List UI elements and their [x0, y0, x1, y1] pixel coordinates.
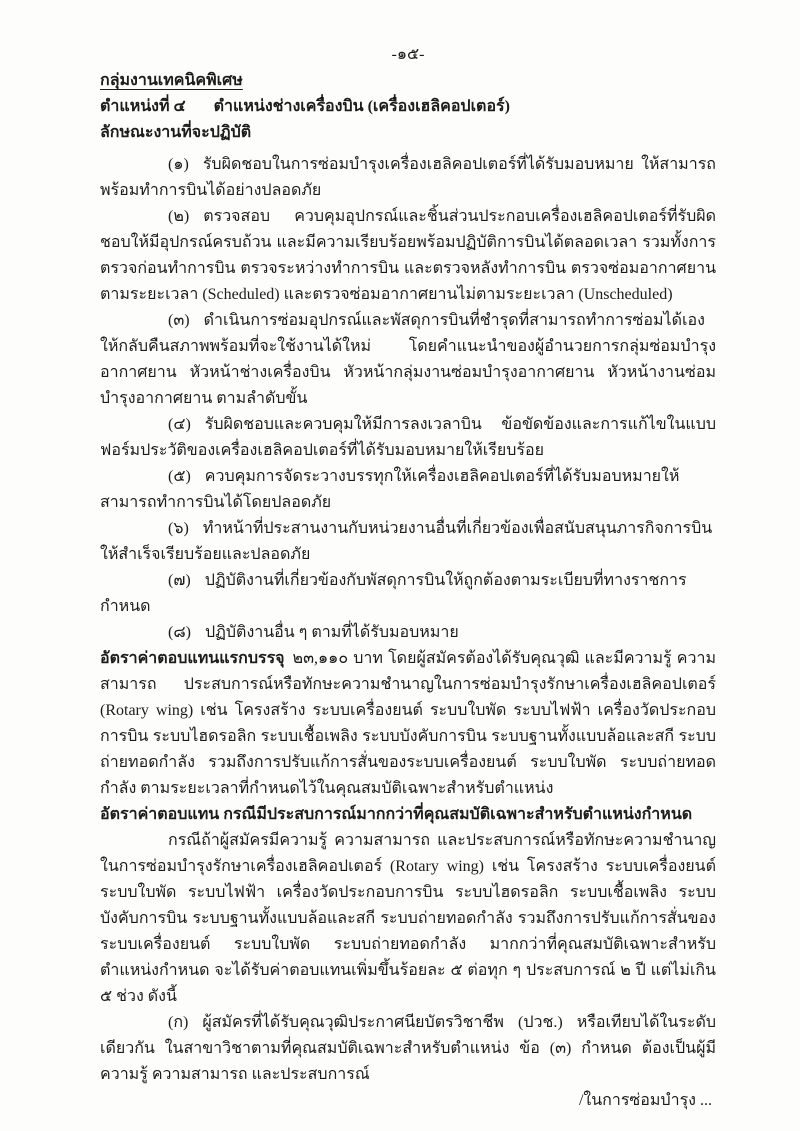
starting-salary-paragraph — [100, 646, 716, 802]
group-heading — [100, 68, 716, 94]
page-number: -๑๕- — [391, 46, 425, 63]
duty-item-3 — [100, 308, 716, 412]
duty-item-1 — [100, 152, 716, 204]
duty-number: (๕) — [168, 468, 191, 485]
duty-text: รับผิดชอบในการซ่อมบำรุงเครื่องเฮลิคอปเตอร์ที่ได้รับมอบหมาย ให้สามารถพร้อมทำการบินได้อย่างปลอดภัย — [100, 156, 716, 199]
starting-salary-heading: อัตราค่าตอบแทนแรกบรรจุ — [100, 650, 285, 667]
duty-number: (๑) — [168, 156, 189, 173]
duty-text: ควบคุมการจัดระวางบรรทุกให้เครื่องเฮลิคอปเตอร์ที่ได้รับมอบหมายให้สามารถทำการบินได้โดยปลอดภัย — [100, 468, 680, 511]
position-number-label: ตำแหน่งที่ ๔ — [100, 98, 186, 115]
duty-item-4 — [100, 412, 716, 464]
starting-salary-body: ๒๓,๑๑๐ บาท โดยผู้สมัครต้องได้รับคุณวุฒิ และมีความรู้ ความสามารถ ประสบการณ์หรือทักษะความชำนาญในการซ่อมบำรุงรักษาเครื่องเฮลิคอปเตอร์ (Rotary wing) เช่น โครงสร้าง ระบบเครื่องยนต์ ระบบใบพัด ระบบไฟฟ้า เครื่องวัดประกอบการบิน ระบบไฮดรอลิก ระบบเชื้อเพลิง ระบบบังคับการบิน ระบบฐานทั้งแบบล้อและสกี ระบบถ่ายทอดกำลัง รวมถึงการปรับแก้การสั่นของระบบเครื่องยนต์ ระบบใบพัด ระบบถ่ายทอดกำลัง ตามระยะเวลาที่กำหนดไว้ในคุณสมบัติเฉพาะสำหรับตำแหน่ง — [100, 650, 716, 797]
duty-text: รับผิดชอบและควบคุมให้มีการลงเวลาบิน ข้อขัดข้องและการแก้ไขในแบบฟอร์มประวัติของเครื่องเฮลิคอปเตอร์ที่ได้รับมอบหมายให้เรียบร้อย — [100, 416, 716, 459]
duty-number: (๔) — [168, 416, 191, 433]
experience-salary-heading: อัตราค่าตอบแทน กรณีมีประสบการณ์มากกว่าที่คุณสมบัติเฉพาะสำหรับตำแหน่งกำหนด — [100, 806, 693, 823]
item-ka-number: (ก) — [168, 1014, 189, 1031]
duties-list — [100, 152, 716, 646]
duty-text: ดำเนินการซ่อมอุปกรณ์และพัสดุการบินที่ชำรุดที่สามารถทำการซ่อมได้เองให้กลับคืนสภาพพร้อมที่จะใช้งานได้ใหม่ โดยคำแนะนำของผู้อำนวยการกลุ่มซ่อมบำรุงอากาศยาน หัวหน้าช่างเครื่องบิน หัวหน้ากลุ่มงานซ่อมบำรุงอากาศยาน หัวหน้างานซ่อมบำรุงอากาศยาน ตามลำดับขั้น — [100, 312, 716, 407]
experience-salary-paragraph: กรณีถ้าผู้สมัครมีความรู้ ความสามารถ และประสบการณ์หรือทักษะความชำนาญในการซ่อมบำรุงรักษาเครื่องเฮลิคอปเตอร์ (Rotary wing) เช่น โครงสร้าง ระบบเครื่องยนต์ ระบบใบพัด ระบบไฟฟ้า เครื่องวัดประกอบการบิน ระบบไฮดรอลิก ระบบเชื้อเพลิง ระบบบังคับการบิน ระบบฐานทั้งแบบล้อและสกี ระบบถ่ายทอดกำลัง รวมถึงการปรับแก้การสั่นของระบบเครื่องยนต์ ระบบใบพัด ระบบถ่ายทอดกำลัง มากกว่าที่คุณสมบัติเฉพาะสำหรับตำแหน่งกำหนด จะได้รับค่าตอบแทนเพิ่มขึ้นร้อยละ ๕ ต่อทุก ๆ ประสบการณ์ ๒ ปี แต่ไม่เกิน ๕ ช่วง ดังนี้ — [100, 832, 716, 1005]
item-ka-text: ผู้สมัครที่ได้รับคุณวุฒิประกาศนียบัตรวิชาชีพ (ปวช.) หรือเทียบได้ในระดับเดียวกัน ในสาขาวิชาตามที่คุณสมบัติเฉพาะสำหรับตำแหน่ง ข้อ (๓) กำหนด ต้องเป็นผู้มีความรู้ ความสามารถ และประสบการณ์ — [100, 1014, 716, 1083]
duty-item-7 — [100, 568, 716, 620]
position-line — [100, 94, 716, 120]
duty-text: ปฏิบัติงานที่เกี่ยวข้องกับพัสดุการบินให้ถูกต้องตามระเบียบที่ทางราชการกำหนด — [100, 572, 687, 615]
duty-text: ทำหน้าที่ประสานงานกับหน่วยงานอื่นที่เกี่ยวข้องเพื่อสนับสนุนภารกิจการบินให้สำเร็จเรียบร้อยและปลอดภัย — [100, 520, 713, 563]
duty-item-2 — [100, 204, 716, 308]
group-heading-text: กลุ่มงานเทคนิคพิเศษ — [100, 72, 243, 89]
duty-number: (๖) — [168, 520, 189, 537]
duty-text: ปฏิบัติงานอื่น ๆ ตามที่ได้รับมอบหมาย — [205, 624, 459, 641]
duty-number: (๘) — [168, 624, 191, 641]
position-title: ตำแหน่งช่างเครื่องบิน (เครื่องเฮลิคอปเตอร์) — [213, 98, 510, 115]
duty-item-5 — [100, 464, 716, 516]
job-description-heading: ลักษณะงานที่จะปฏิบัติ — [100, 124, 252, 141]
duty-number: (๓) — [168, 312, 190, 329]
continuation-mark: /ในการซ่อมบำรุง ... — [578, 1092, 712, 1109]
duty-text: ตรวจสอบ ควบคุมอุปกรณ์และชิ้นส่วนประกอบเครื่องเฮลิคอปเตอร์ที่รับผิดชอบให้มีอุปกรณ์ครบถ้วน และมีความเรียบร้อยพร้อมปฏิบัติการบินได้ตลอดเวลา รวมทั้งการตรวจก่อนทำการบิน ตรวจระหว่างทำการบิน และตรวจหลังทำการบิน ตรวจซ่อมอากาศยานตามระยะเวลา (Scheduled) และตรวจซ่อมอากาศยานไม่ตามระยะเวลา (Unscheduled) — [100, 208, 716, 303]
duty-item-8 — [100, 620, 716, 646]
duty-number: (๒) — [168, 208, 190, 225]
duty-number: (๗) — [168, 572, 191, 589]
item-ka-paragraph — [100, 1010, 716, 1088]
duty-item-6 — [100, 516, 716, 568]
